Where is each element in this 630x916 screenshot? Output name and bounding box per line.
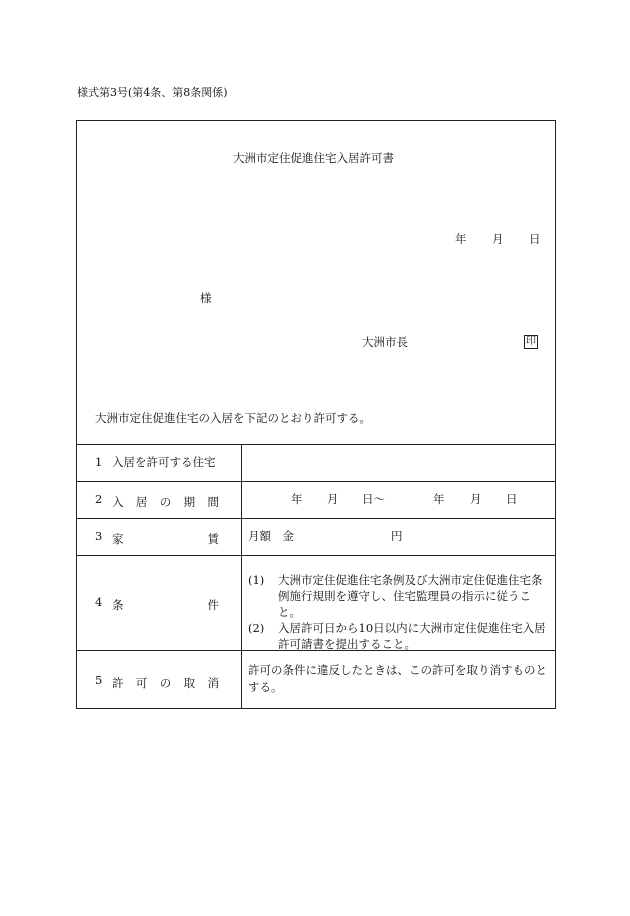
- seal-mark: 印: [526, 336, 536, 347]
- row-divider: [76, 481, 556, 482]
- rent-prefix: 月額 金: [248, 529, 294, 543]
- period-start-year: 年: [291, 492, 303, 506]
- date-day: 日: [529, 232, 541, 246]
- document-title: 大洲市定住促進住宅入居許可書: [233, 151, 394, 165]
- row-number: 1: [95, 455, 103, 469]
- row-divider: [76, 518, 556, 519]
- row-label: 条 件: [112, 598, 219, 612]
- column-divider: [241, 444, 242, 709]
- row-divider: [76, 555, 556, 556]
- cancellation-text: 許可の条件に違反したときは、この許可を取り消すものとする。: [248, 663, 547, 694]
- row-label: 許 可 の 取 消: [112, 676, 219, 690]
- list-item: (1) 大洲市定住促進住宅条例及び大洲市定住促進住宅条例施行規則を遵守し、住宅監理員の指示に従うこと。: [248, 573, 543, 619]
- period-start-month: 月: [327, 492, 339, 506]
- table-top-border: [76, 444, 556, 445]
- form-number: 様式第3号(第4条、第8条関係): [77, 86, 228, 99]
- row-label: 入 居 の 期 間: [112, 495, 219, 509]
- row-label: 入居を許可する住宅: [112, 455, 216, 469]
- period-end-day: 日: [506, 492, 518, 506]
- row-number: 2: [95, 492, 103, 506]
- conditions-list: [248, 572, 553, 652]
- row-number: 5: [95, 673, 103, 687]
- issuer-name: 大洲市長: [362, 335, 408, 349]
- period-end-year: 年: [433, 492, 445, 506]
- intro-text: 大洲市定住促進住宅の入居を下記のとおり許可する。: [95, 411, 371, 425]
- list-item: (2) 入居許可日から10日以内に大洲市定住促進住宅入居許可請書を提出すること。: [248, 621, 546, 651]
- date-month: 月: [492, 232, 504, 246]
- period-start-day: 日〜: [362, 492, 385, 506]
- date-year: 年: [455, 232, 467, 246]
- period-end-month: 月: [470, 492, 482, 506]
- rent-unit: 円: [391, 529, 403, 543]
- row-number: 4: [95, 595, 103, 609]
- row-number: 3: [95, 529, 103, 543]
- row-label: 家 賃: [112, 532, 219, 546]
- addressee-suffix: 様: [200, 291, 212, 305]
